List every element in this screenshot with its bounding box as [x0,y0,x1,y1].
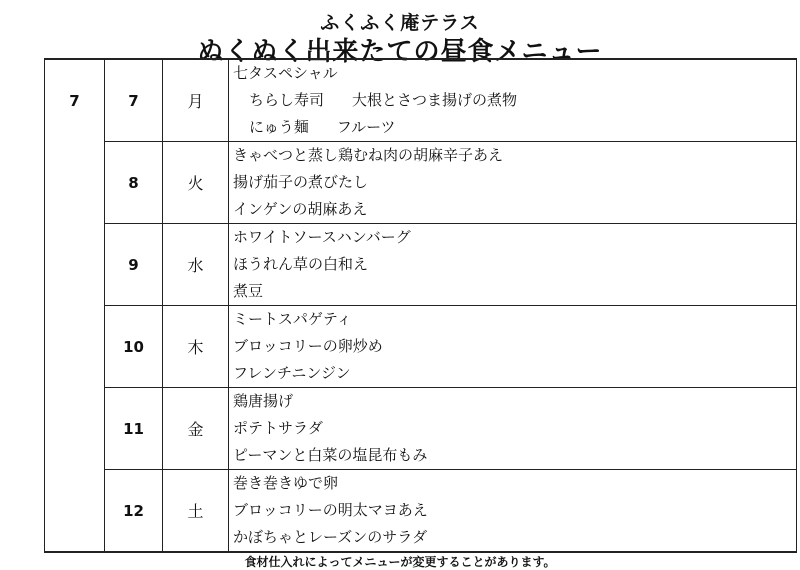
dishes-cell [229,388,797,470]
month-cell [45,306,105,388]
dish-line [233,442,796,469]
month-cell [45,142,105,224]
dish-name: 七タスペシャル [233,64,338,82]
dish-line [233,196,796,223]
dish-line [233,87,796,114]
dishes-cell [229,306,797,388]
dish-name: フレンチニンジン [233,364,351,382]
menu-day-row [45,470,797,553]
dish-name: ブロッコリーの卵炒め [233,337,383,355]
dish-line [233,278,796,305]
lunch-menu-table [44,58,797,553]
month-cell [45,470,105,553]
dishes-cell [229,59,797,142]
month-cell [45,224,105,306]
dish-name: きゃべつと蒸し鶏むね肉の胡麻辛子あえ [233,146,504,164]
menu-day-row [45,224,797,306]
dish-name: ほうれん草の白和え [233,255,369,273]
weekday-cell: 土 [163,470,229,553]
menu-day-row [45,142,797,224]
date-cell: 11 [105,388,163,470]
weekday-cell: 木 [163,306,229,388]
dish-name: 鶏唐揚げ [233,392,294,410]
date-cell: 8 [105,142,163,224]
menu-day-row [45,59,797,142]
dish-name: にゅう麺 [249,118,309,136]
menu-title: ぬくぬく出来たての昼食メニュー [197,37,603,67]
dish-name: ちらし寿司 [249,91,325,109]
dish-name: 揚げ茄子の煮びたし [233,173,369,191]
dish-name: ホワイトソースハンバーグ [233,228,411,246]
menu-change-notice: 食材仕入れによってメニューが変更することがあります。 [244,555,556,569]
dish-name: フルーツ [336,118,396,136]
dish-name: 煮豆 [233,282,264,300]
dish-name: ブロッコリーの明太マヨあえ [233,501,428,519]
dishes-cell [229,142,797,224]
dish-line [233,360,796,387]
dish-line [233,169,796,196]
month-cell: 7 [45,59,105,142]
weekday-cell: 月 [163,59,229,142]
menu-day-row [45,306,797,388]
dish-name: ピーマンと白菜の塩昆布もみ [233,446,428,464]
dish-name: 巻き巻きゆで卵 [233,474,339,492]
date-cell: 10 [105,306,163,388]
weekday-cell: 金 [163,388,229,470]
dish-name: インゲンの胡麻あえ [233,200,368,218]
dish-line [233,114,796,141]
dish-line [233,306,796,333]
dish-name: ミートスパゲティ [233,310,352,328]
dish-line [233,388,796,415]
dish-line [233,497,796,524]
venue-name: ふくふく庵テラス [320,12,480,34]
weekday-cell: 水 [163,224,229,306]
dish-line [233,60,796,87]
dishes-cell [229,224,797,306]
date-cell: 9 [105,224,163,306]
menu-day-row [45,388,797,470]
dish-line [233,251,796,278]
dish-name: かぼちゃとレーズンのサラダ [233,528,428,546]
dish-line [233,224,796,251]
dish-line [233,415,796,442]
dish-line [233,333,796,360]
dish-line [233,142,796,169]
dish-line [233,470,796,497]
dish-name: 大根とさつま揚げの煮物 [352,91,518,109]
dishes-cell [229,470,797,553]
dish-line [233,524,796,551]
date-cell: 7 [105,59,163,142]
dish-name: ポテトサラダ [233,419,323,437]
weekday-cell: 火 [163,142,229,224]
month-cell [45,388,105,470]
date-cell: 12 [105,470,163,553]
